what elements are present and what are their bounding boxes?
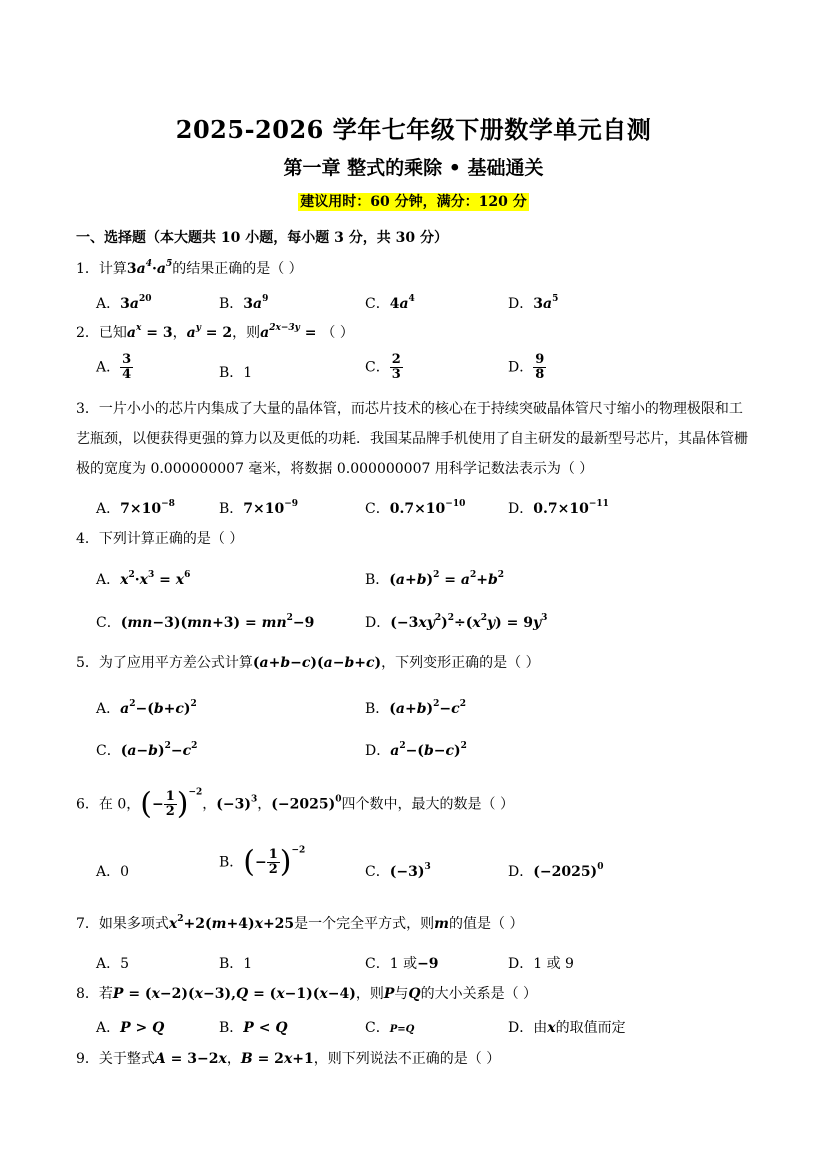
question-4: 4．下列计算正确的是（ ）	[76, 531, 244, 547]
time-note: 建议用时：60 分钟，满分：120 分	[300, 194, 527, 210]
q2-option-d: D． $\frac{9}{8}$	[508, 352, 545, 382]
question-5: 5．为了应用平方差公式计算(a+b−c)(a−b+c)，下列变形正确的是（ ）	[76, 655, 540, 671]
q5-option-b: B．$(a+b)^2-c^2$	[365, 699, 466, 717]
q3-option-b: B．$7\times 10^{-9}$	[219, 499, 299, 517]
q4-option-a: A．$x^2\cdot x^3 = x^6$	[96, 570, 191, 588]
q6-option-c: C．$(-3)^3$	[365, 862, 431, 880]
q7-option-d: D．1 或 9	[508, 956, 574, 972]
q1-option-a: A．$3a^{20}$	[96, 294, 152, 312]
q5-option-c: C．$(a-b)^2-c^2$	[96, 741, 198, 759]
q5-option-d: D．$a^2-(b-c)^2$	[365, 741, 467, 759]
question-7: 7．如果多项式$x^2+2(m+4)x+25$是一个完全平方式，则m的值是（ ）	[76, 914, 524, 932]
q4-option-c: C．$(mn-3)(mn+3) = mn^2-9$	[96, 613, 315, 631]
question-8: 8．若P = (x−2)(x−3),Q = (x−1)(x−4)，则P与Q的大小关系是（ ）	[76, 986, 538, 1002]
q3-option-a: A．$7\times 10^{-8}$	[96, 499, 175, 517]
q1-option-d: D．$3a^5$	[508, 294, 559, 312]
q6-option-b: B．(− $\frac{1}{2}$ )$^{-2}$	[219, 844, 306, 880]
question-6: 6．在 0，(− $\frac{1}{2}$ )$^{-2}$，$(-3)^3$，$(-2025)^0$四个数中，最大的数是（ ）	[76, 786, 514, 822]
q4-option-b: B．$(a+b)^2 = a^2+b^2$	[365, 570, 505, 588]
question-2: 2．已知$a^x = 3$，$a^y = 2$，则$a^{2x-3y}$ = （ ）	[76, 323, 354, 341]
q8-option-c: C．P=Q	[365, 1020, 415, 1036]
q3-option-d: D．$0.7\times 10^{-11}$	[508, 499, 609, 517]
page-title: 2025-2026 学年七年级下册数学单元自测	[175, 115, 652, 144]
q2-option-b: B．1	[219, 365, 253, 381]
time-note-row	[0, 191, 827, 211]
q7-option-a: A．5	[96, 956, 130, 972]
q2-option-a: A． $\frac{3}{4}$	[96, 352, 132, 382]
question-1: 1．计算$3a^4\cdot a^5$的结果正确的是（ ）	[76, 259, 303, 277]
q5-option-a: A．$a^2-(b+c)^2$	[96, 699, 197, 717]
q4-option-d: D．$(-3xy^2)^2\div(x^2y) = 9y^3$	[365, 613, 548, 631]
q6-option-d: D．$(-2025)^0$	[508, 862, 604, 880]
q7-option-b: B．1	[219, 956, 253, 972]
q8-option-a: A．P > Q	[96, 1020, 165, 1036]
section-heading: 一、选择题（本大题共 10 小题，每小题 3 分，共 30 分）	[76, 230, 448, 246]
q1-option-b: B．$3a^9$	[219, 294, 269, 312]
question-9: 9．关于整式A = 3−2x，B = 2x+1，则下列说法不正确的是（ ）	[76, 1051, 501, 1067]
q3-option-c: C．$0.7\times 10^{-10}$	[365, 499, 466, 517]
question-3: 3．一片小小的芯片内集成了大量的晶体管，而芯片技术的核心在于持续突破晶体管尺寸缩小的物理极限和工艺瓶颈，以便获得更强的算力以及更低的功耗．我国某品牌手机使用了自主研发的最新型号芯片，其晶体管栅极的宽度为 0.000000007 毫米，将数据 0.000000007 用科学记数法表示为（ ）	[76, 401, 748, 477]
q1-option-c: C．$4a^4$	[365, 294, 415, 312]
chapter-subtitle: 第一章 整式的乘除 • 基础通关	[283, 157, 544, 179]
q6-option-a: A．0	[96, 864, 130, 880]
q8-option-d: D．由x的取值而定	[508, 1020, 626, 1036]
q7-option-c: C．1 或−9	[365, 956, 439, 972]
q8-option-b: B．P < Q	[219, 1020, 288, 1036]
q2-option-c: C． $\frac{2}{3}$	[365, 352, 401, 382]
